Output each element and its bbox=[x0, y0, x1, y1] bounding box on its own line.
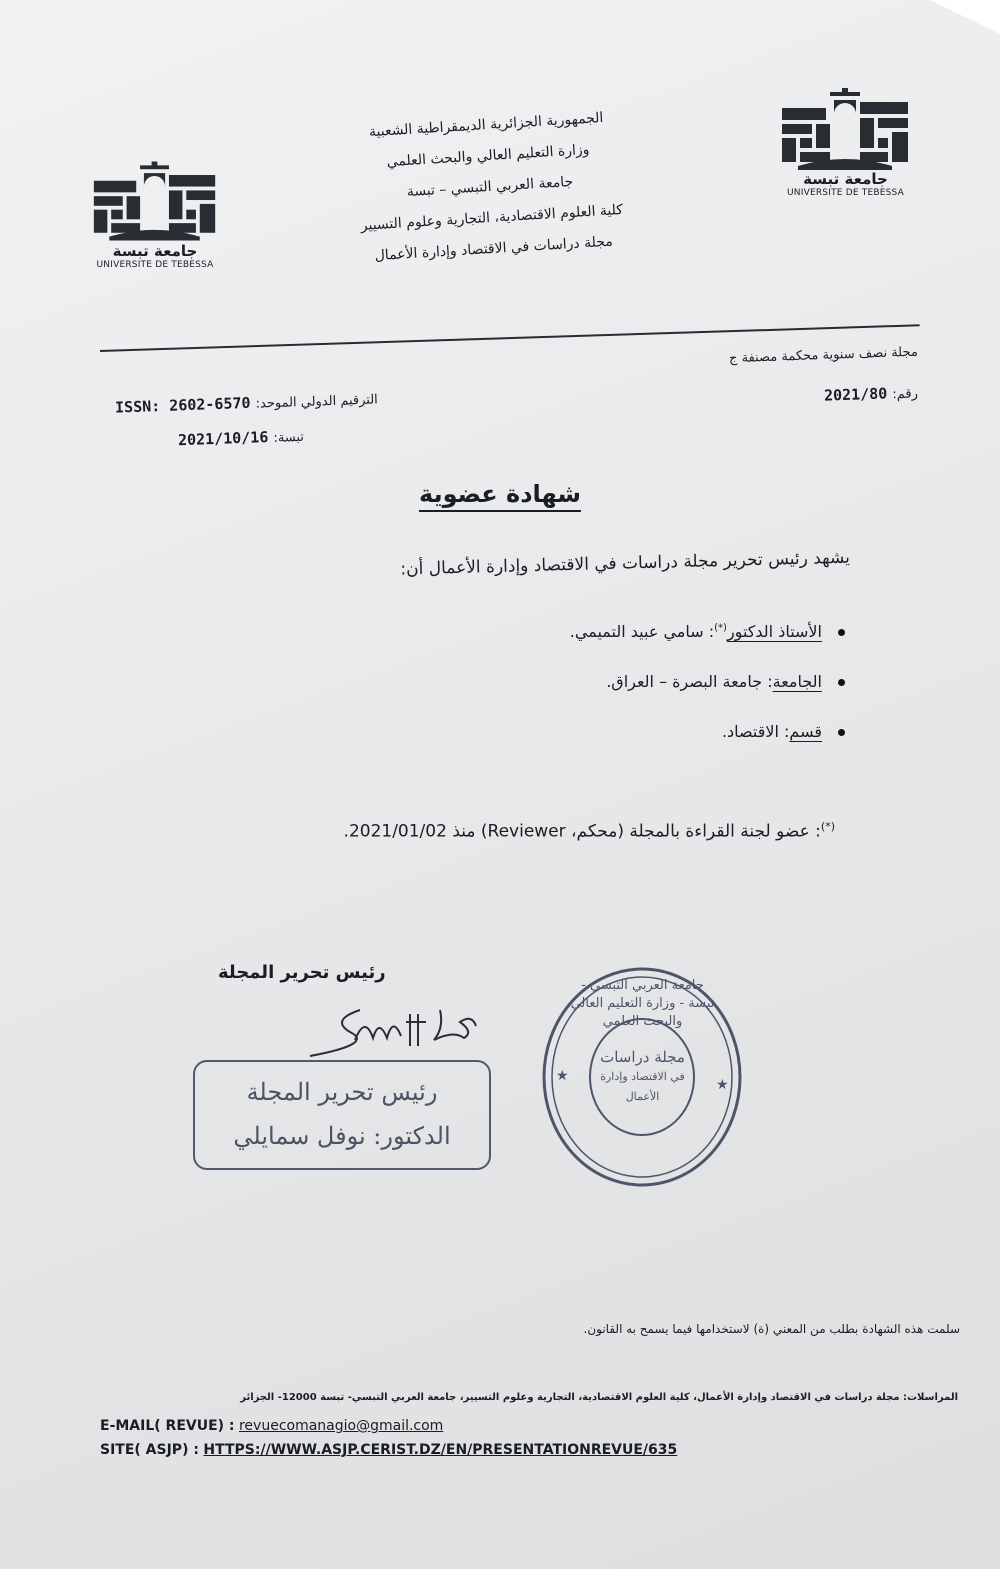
item-label: الجامعة bbox=[772, 672, 822, 691]
header-line-faculty: كلية العلوم الاقتصادية، التجارية وعلوم التسيير bbox=[360, 201, 624, 234]
reviewer-note bbox=[344, 820, 835, 842]
stamp-line-2: الدكتور: نوفل سمايلي bbox=[233, 1122, 451, 1150]
list-item-professor bbox=[570, 622, 845, 641]
note-text: : عضو لجنة القراءة بالمجلة (محكم، Reviewer) منذ 2021/01/02. bbox=[343, 821, 821, 842]
bullet-icon bbox=[838, 629, 845, 636]
logo-name-fr: UNIVERSITE DE TEBESSA bbox=[787, 188, 904, 198]
item-value: : الاقتصاد. bbox=[721, 722, 790, 741]
university-logo-icon bbox=[90, 160, 220, 242]
header-line-republic: الجمهورية الجزائرية الديمقراطية الشعبية bbox=[368, 109, 604, 141]
handwritten-signature bbox=[300, 1000, 500, 1060]
list-item-department bbox=[722, 722, 845, 741]
footer-disclaimer: سلمت هذه الشهادة بطلب من المعني (ة) لاستخدامها فيما يسمح به القانون. bbox=[583, 1322, 960, 1336]
header-divider bbox=[100, 324, 920, 352]
university-logo-left bbox=[90, 160, 220, 280]
logo-name-ar: جامعة تبسة bbox=[803, 170, 888, 188]
reference-number bbox=[824, 382, 918, 404]
issue-date-value: 2021/10/16 bbox=[177, 428, 269, 450]
site-label: SITE( ASJP) : bbox=[100, 1442, 199, 1458]
seal-outer-text: جامعة العربي التبسي - تبسة - وزارة التعليم العالي والبحث العلمي bbox=[570, 978, 715, 1029]
stamp-line-1: رئيس تحرير المجلة bbox=[246, 1078, 438, 1106]
list-item-university bbox=[606, 672, 845, 691]
signature-title: رئيس تحرير المجلة bbox=[218, 962, 386, 983]
university-logo-icon bbox=[778, 88, 913, 170]
institution-header bbox=[276, 97, 705, 277]
issn-line bbox=[115, 388, 378, 416]
page-fold bbox=[930, 0, 1000, 34]
issn-value: ISSN: 2602-6570 bbox=[114, 393, 251, 417]
bullet-icon bbox=[838, 729, 845, 736]
bullet-icon bbox=[838, 679, 845, 686]
svg-text:★: ★ bbox=[716, 1077, 729, 1093]
seal-inner-line-2: في الاقتصاد وإدارة الأعمال bbox=[600, 1070, 685, 1103]
footer-site-line bbox=[100, 1442, 677, 1458]
svg-text:★: ★ bbox=[556, 1068, 569, 1084]
item-value: : جامعة البصرة – العراق. bbox=[606, 672, 773, 691]
official-seal bbox=[540, 965, 745, 1190]
logo-name-fr: UNIVERSITE DE TEBESSA bbox=[96, 260, 214, 270]
certificate-title-wrap bbox=[0, 480, 1000, 508]
issue-date bbox=[178, 426, 304, 449]
certificate-intro: يشهد رئيس تحرير مجلة دراسات في الاقتصاد وإدارة الأعمال أن: bbox=[400, 547, 851, 580]
issn-label: الترقيم الدولي الموحد: bbox=[255, 392, 379, 412]
email-label: E-MAIL( REVUE) : bbox=[100, 1418, 235, 1434]
site-link[interactable]: HTTPS://WWW.ASJP.CERIST.DZ/EN/PRESENTATIONREVUE/635 bbox=[203, 1442, 678, 1458]
footer-email-line bbox=[100, 1418, 443, 1434]
header-line-university: جامعة العربي التبسي – تبسة bbox=[406, 173, 574, 201]
email-link[interactable]: revuecomanagio@gmail.com bbox=[238, 1418, 444, 1434]
university-logo-right bbox=[778, 88, 913, 208]
footer-address: المراسلات: مجلة دراسات في الاقتصاد وإدارة الأعمال، كلية العلوم الاقتصادية، التجارية وعلوم التسيير، جامعة العربي التبسي- تبسة 12000- الجزائر bbox=[240, 1392, 958, 1403]
item-label: قسم bbox=[789, 722, 822, 741]
item-value: : سامي عبيد التميمي. bbox=[569, 622, 715, 641]
item-marker: (*) bbox=[714, 622, 727, 634]
seal-inner bbox=[595, 1047, 690, 1107]
issue-date-label: تبسة: bbox=[273, 429, 305, 446]
certificate-title: شهادة عضوية bbox=[419, 480, 581, 508]
item-label: الأستاذ الدكتور bbox=[726, 622, 822, 641]
journal-classification: مجلة نصف سنوية محكمة مصنفة ج bbox=[728, 344, 919, 367]
reference-number-label: رقم: bbox=[892, 386, 919, 403]
note-marker: (*) bbox=[820, 820, 835, 833]
logo-name-ar: جامعة تبسة bbox=[112, 242, 198, 260]
header-line-journal: مجلة دراسات في الاقتصاد وإدارة الأعمال bbox=[374, 233, 614, 265]
reference-number-value: 2021/80 bbox=[823, 384, 888, 405]
editor-stamp bbox=[193, 1060, 491, 1170]
seal-inner-line-1: مجلة دراسات bbox=[600, 1048, 685, 1066]
header-line-ministry: وزارة التعليم العالي والبحث العلمي bbox=[386, 141, 590, 171]
